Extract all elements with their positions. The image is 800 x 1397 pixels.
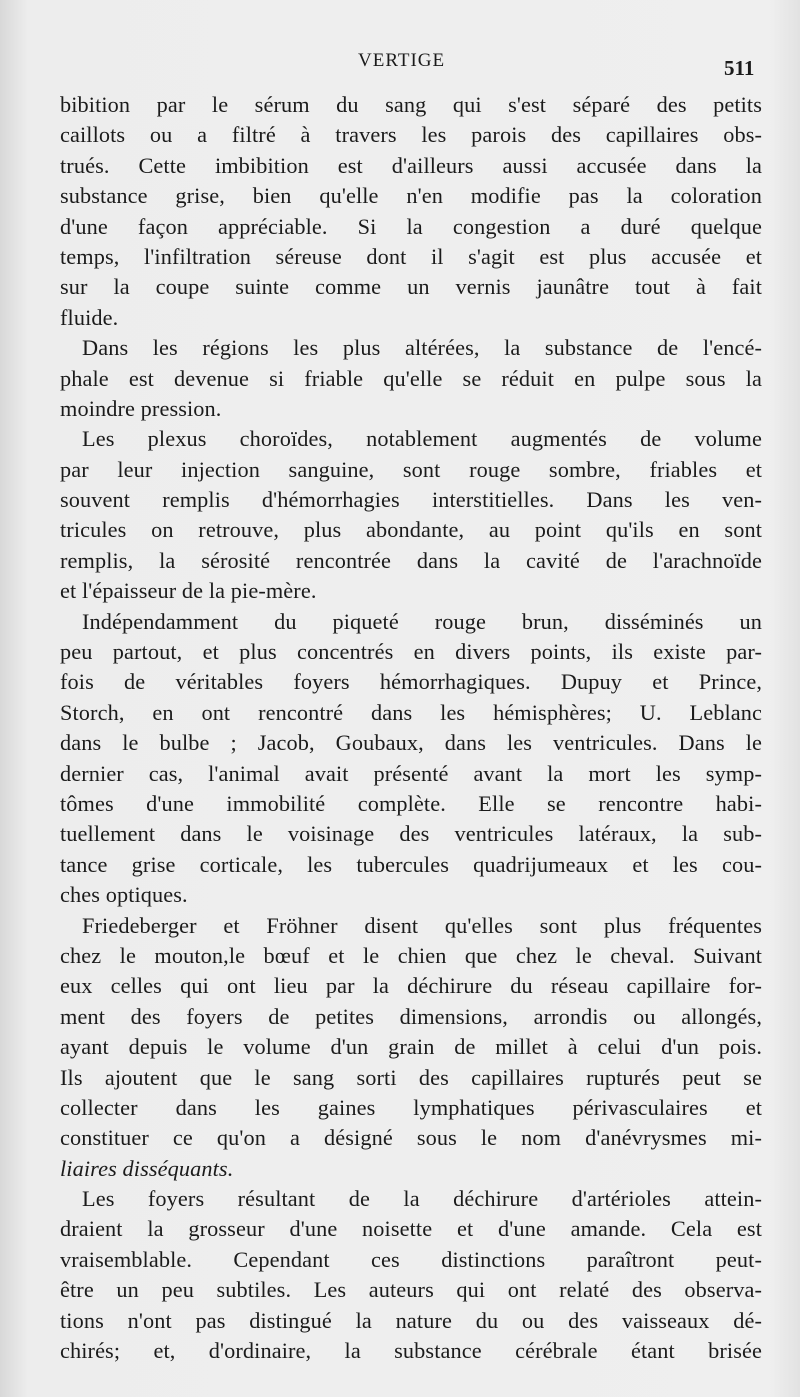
text-line: bibition par le sérum du sang qui s'est séparé des petits (60, 92, 762, 117)
running-title: VERTIGE (358, 50, 446, 71)
text-line: être un peu subtiles. Les auteurs qui ont relaté des observa- (60, 1277, 762, 1303)
text-line: liaires disséquants. (60, 1155, 234, 1181)
text-line: trués. Cette imbibition est d'ailleurs aussi accusée dans la (60, 152, 762, 178)
text-line: caillots ou a filtré à travers les parois des capillaires obs- (60, 122, 762, 148)
page-number: 511 (724, 56, 755, 80)
text-line: Les plexus choroïdes, notablement augmentés de volume (82, 426, 762, 452)
text-line: fois de véritables foyers hémorrhagiques. Dupuy et Prince, (60, 669, 762, 695)
running-head (0, 46, 800, 80)
text-line: peu partout, et plus concentrés en divers points, ils existe par- (60, 639, 762, 665)
text-line: tions n'ont pas distingué la nature du ou des vaisseaux dé- (60, 1307, 762, 1333)
text-line: chirés; et, d'ordinaire, la substance cérébrale étant brisée (60, 1338, 762, 1364)
text-line: tômes d'une immobilité complète. Elle se rencontre habi- (60, 790, 762, 816)
text-line: tuellement dans le voisinage des ventricules latéraux, la sub- (60, 821, 762, 847)
text-line: et l'épaisseur de la pie-mère. (60, 578, 317, 604)
text-line: chez le mouton,le bœuf et le chien que chez le cheval. Suivant (60, 942, 762, 968)
text-line: moindre pression. (60, 395, 222, 421)
text-line: d'une façon appréciable. Si la congestion a duré quelque (60, 213, 762, 239)
text-body (60, 90, 762, 1366)
text-line: Dans les régions les plus altérées, la substance de l'encé- (82, 335, 762, 361)
text-line: dans le bulbe ; Jacob, Goubaux, dans les ventricules. Dans le (60, 730, 762, 756)
text-line: substance grise, bien qu'elle n'en modifie pas la coloration (60, 183, 762, 209)
text-line: collecter dans les gaines lymphatiques périvasculaires et (60, 1094, 762, 1120)
text-line: draient la grosseur d'une noisette et d'une amande. Cela est (60, 1216, 762, 1242)
text-line: Storch, en ont rencontré dans les hémisphères; U. Leblanc (60, 699, 762, 725)
text-line: fluide. (60, 304, 119, 330)
text-line: Indépendamment du piqueté rouge brun, disséminés un (82, 608, 762, 634)
text-line: par leur injection sanguine, sont rouge sombre, friables et (60, 456, 762, 482)
text-line: souvent remplis d'hémorrhagies interstitielles. Dans les ven- (60, 487, 762, 513)
text-line: tricules on retrouve, plus abondante, au point qu'ils en sont (60, 517, 762, 543)
text-line: Les foyers résultant de la déchirure d'artérioles attein- (82, 1186, 762, 1212)
text-line: dernier cas, l'animal avait présenté avant la mort les symp- (60, 760, 762, 786)
text-line: ayant depuis le volume d'un grain de millet à celui d'un pois. (60, 1034, 762, 1060)
text-line: sur la coupe suinte comme un vernis jaunâtre tout à fait (60, 274, 762, 300)
text-line: remplis, la sérosité rencontrée dans la cavité de l'arachnoïde (60, 547, 762, 573)
text-line: temps, l'infiltration séreuse dont il s'agit est plus accusée et (60, 243, 762, 269)
text-line: ment des foyers de petites dimensions, arrondis ou allongés, (60, 1003, 762, 1029)
text-line: phale est devenue si friable qu'elle se réduit en pulpe sous la (60, 365, 762, 391)
text-line: Friedeberger et Fröhner disent qu'elles sont plus fréquentes (82, 912, 762, 938)
text-line: ches optiques. (60, 882, 188, 908)
text-line: vraisemblable. Cependant ces distinctions paraîtront peut- (60, 1246, 762, 1272)
text-line: Ils ajoutent que le sang sorti des capillaires rupturés peut se (60, 1064, 762, 1090)
text-line: tance grise corticale, les tubercules quadrijumeaux et les cou- (60, 851, 762, 877)
text-line: constituer ce qu'on a désigné sous le nom d'anévrysmes mi- (60, 1125, 762, 1151)
text-line: eux celles qui ont lieu par la déchirure du réseau capillaire for- (60, 973, 762, 999)
